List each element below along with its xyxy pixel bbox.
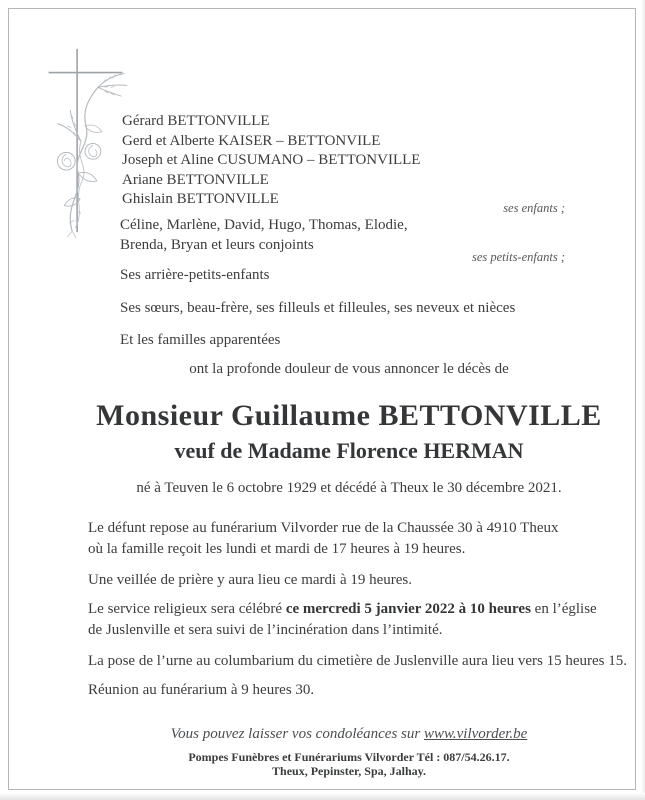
grandchildren-line: Brenda, Bryan et leurs conjoints [120, 236, 314, 253]
deceased-subtitle: veuf de Madame Florence HERMAN [174, 438, 524, 463]
child-name: Gerd et Alberte KAISER – BETTONVILE [122, 132, 381, 149]
funeral-home-info-line: Pompes Funèbres et Funérariums Vilvorder Tél : 087/54.26.17. [188, 750, 510, 764]
repose-paragraph [88, 518, 558, 559]
children-names-list [122, 112, 420, 210]
service-line-1 [88, 599, 597, 620]
scan-edge-bottom [0, 793, 645, 800]
child-name: Ghislain BETTONVILLE [122, 191, 279, 207]
service-line-2: de Juslenville et sera suivi de l’incinération dans l’intimité. [88, 621, 443, 638]
child-name: Ariane BETTONVILLE [122, 171, 269, 188]
grandchildren-relation-label: ses petits-enfants ; [471, 250, 565, 264]
funeral-home-locations-line: Theux, Pepinster, Spa, Jalhay. [272, 764, 426, 778]
scan-edge-right [641, 0, 645, 800]
meeting-line: Réunion au funérarium à 9 heures 30. [88, 682, 315, 698]
service-text-before: Le service religieux sera célébré [88, 601, 286, 617]
great-grandchildren-line: Ses arrière-petits-enfants [120, 267, 270, 283]
children-relation-label: ses enfants ; [503, 201, 565, 215]
birth-death-line: né à Teuven le 6 octobre 1929 et décédé à Theux le 30 décembre 2021. [136, 480, 562, 496]
child-name: Gérard BETTONVILLE [122, 113, 270, 129]
cross-flowers-icon [35, 43, 135, 240]
relatives-line: Ses sœurs, beau-frère, ses filleuls et filleules, ses neveux et nièces [120, 300, 516, 316]
urn-line: La pose de l’urne au columbarium du cimetière de Juslenville aura lieu vers 15 heures 15. [88, 653, 627, 669]
grandchildren-line: Céline, Marlène, David, Hugo, Thomas, Elodie, [120, 217, 408, 233]
repose-line: Le défunt repose au funérarium Vilvorder rue de la Chaussée 30 à 4910 Theux [88, 520, 559, 536]
deceased-name-title: Monsieur Guillaume BETTONVILLE [96, 399, 602, 432]
child-name: Joseph et Aline CUSUMANO – BETTONVILLE [122, 152, 421, 168]
grandchildren-names [120, 216, 408, 255]
service-paragraph [88, 599, 597, 640]
service-text-after: en l’église [530, 601, 597, 617]
condolences-text: Vous pouvez laisser vos condoléances sur [170, 726, 424, 742]
announcement-line: ont la profonde douleur de vous annoncer le décès de [189, 361, 509, 377]
service-date-bold: ce mercredi 5 janvier 2022 à 10 heures [285, 601, 531, 617]
repose-line: où la famille reçoit les lundi et mardi de 17 heures à 19 heures. [88, 540, 466, 557]
condolences-website-link[interactable]: www.vilvorder.be [423, 726, 528, 742]
related-families-line: Et les familles apparentées [120, 332, 281, 348]
vigil-line: Une veillée de prière y aura lieu ce mardi à 19 heures. [88, 572, 413, 588]
condolences-line [88, 726, 610, 743]
